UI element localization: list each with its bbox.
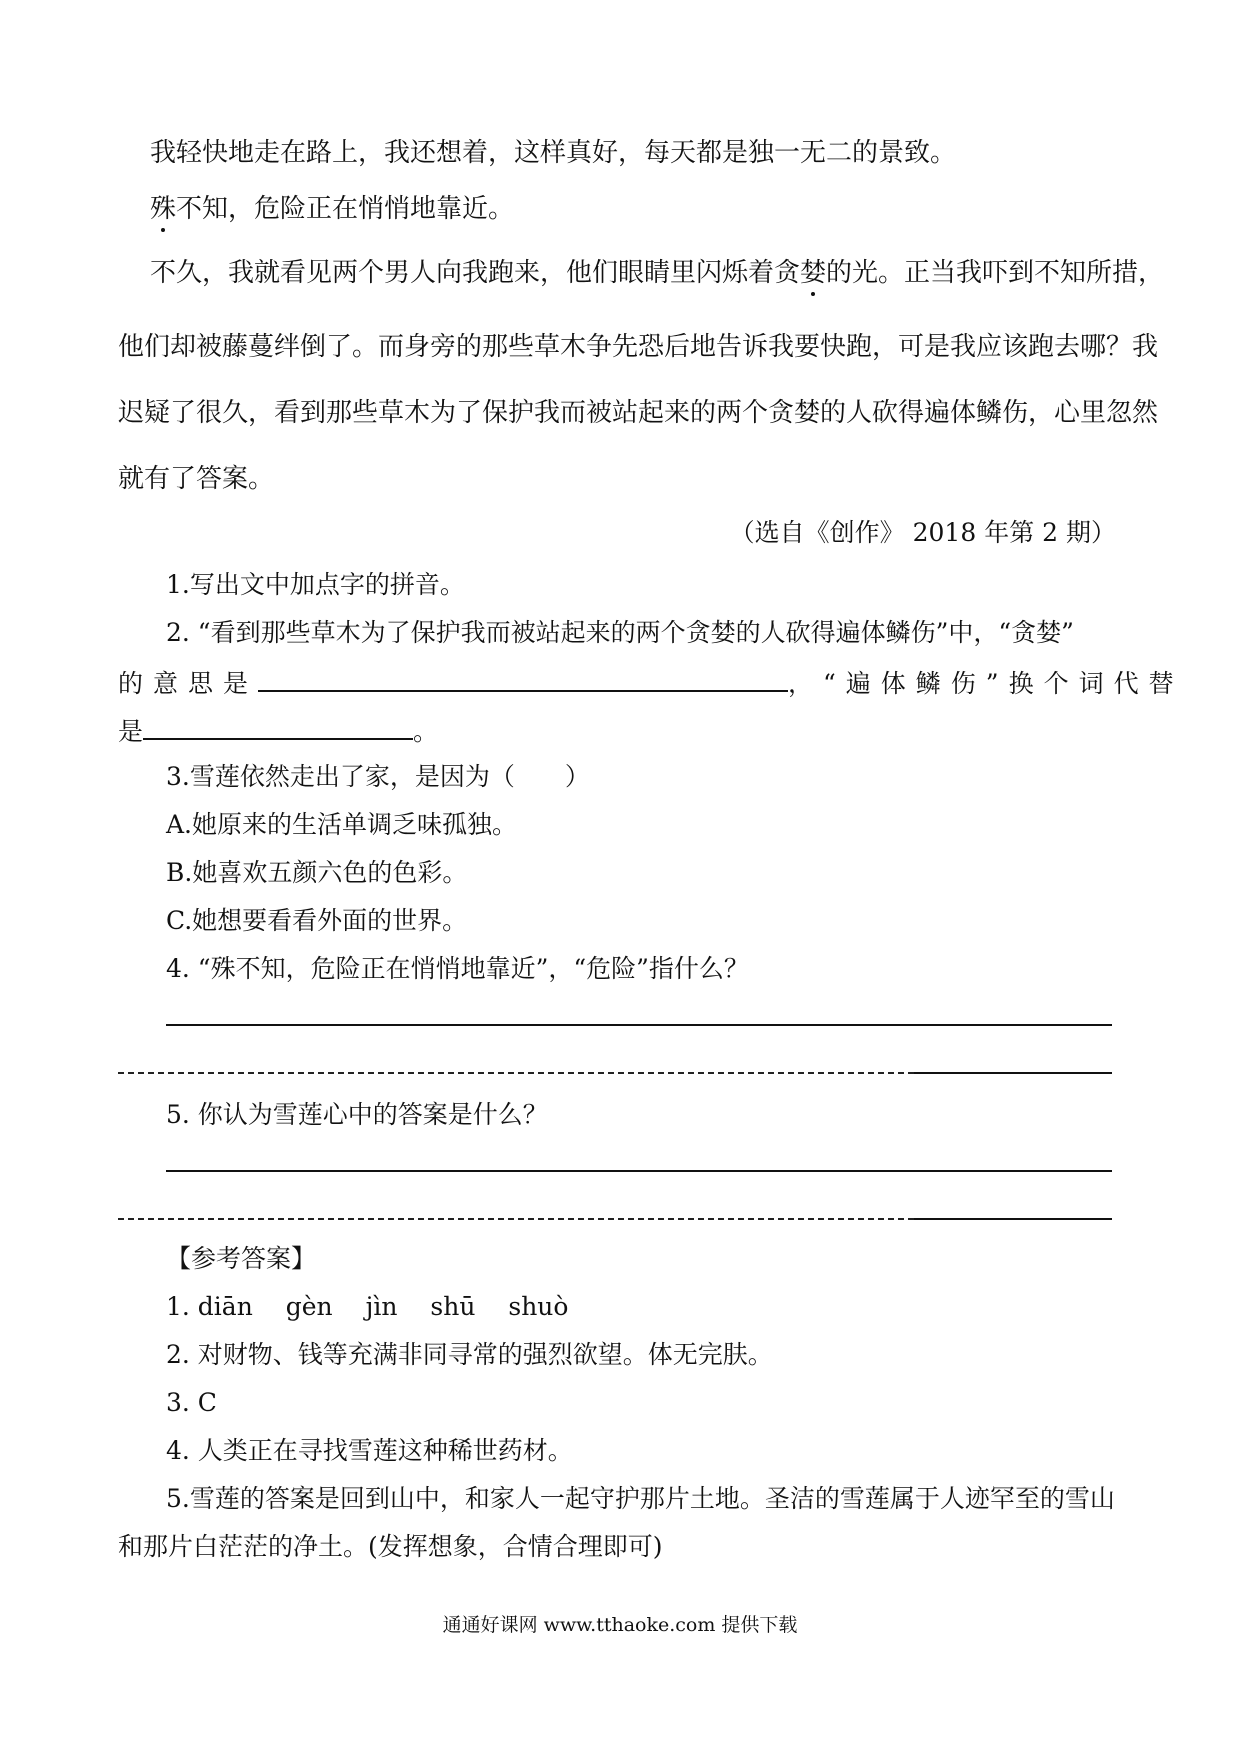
answer-line-q4-2[interactable] bbox=[914, 1072, 1112, 1074]
answer-3: 3. C bbox=[166, 1388, 217, 1417]
answer-blank-1[interactable] bbox=[258, 668, 788, 692]
dotted-character: 婪 bbox=[800, 258, 827, 288]
footer-text: 通通好课网 www.tthaoke.com 提供下载 bbox=[442, 1614, 798, 1636]
answer-line-q5-2[interactable] bbox=[914, 1218, 1112, 1220]
answer-line-q5-1[interactable] bbox=[166, 1170, 1112, 1172]
question-text: ，“遍体鳞伤”换个词代替 bbox=[788, 669, 1184, 698]
story-text: 的光。正当我吓到不知所措， bbox=[826, 258, 1165, 288]
answers-heading: 【参考答案】 bbox=[166, 1244, 317, 1273]
question-4: 4. “殊不知，危险正在悄悄地靠近”，“危险”指什么？ bbox=[166, 954, 749, 983]
story-paragraph-3-line-2: 他们却被藤蔓绊倒了。而身旁的那些草木争先恐后地告诉我要快跑，可是我应该跑去哪？我 bbox=[118, 332, 1159, 362]
story-paragraph-3-line-1 bbox=[150, 260, 1164, 286]
story-text: 不久，我就看见两个男人向我跑来，他们眼睛里闪烁着贪 bbox=[150, 258, 801, 288]
story-text: 不知，危险正在悄悄地靠近。 bbox=[176, 194, 515, 224]
dotted-character: 殊 bbox=[150, 194, 177, 224]
answer-line-q4-1[interactable] bbox=[166, 1024, 1112, 1026]
question-2-line-1: 2. “看到那些草木为了保护我而被站起来的两个贪婪的人砍得遍体鳞伤”中，“贪婪” bbox=[166, 618, 1074, 647]
question-2-line-2 bbox=[118, 668, 1184, 696]
question-3-option-c: C.她想要看看外面的世界。 bbox=[166, 906, 468, 935]
story-paragraph-3-line-3: 迟疑了很久，看到那些草木为了保护我而被站起来的两个贪婪的人砍得遍体鳞伤，心里忽然 bbox=[118, 398, 1159, 428]
answer-4: 4. 人类正在寻找雪莲这种稀世药材。 bbox=[166, 1436, 573, 1465]
answer-line-q5-2-dashed bbox=[118, 1218, 914, 1220]
question-5: 5. 你认为雪莲心中的答案是什么？ bbox=[166, 1100, 548, 1129]
question-2-line-3 bbox=[118, 716, 438, 744]
question-1: 1.写出文中加点字的拼音。 bbox=[166, 570, 465, 599]
question-3-option-b: B.她喜欢五颜六色的色彩。 bbox=[166, 858, 468, 887]
story-paragraph-3-line-4: 就有了答案。 bbox=[118, 464, 275, 494]
answer-5-line-1: 5.雪莲的答案是回到山中，和家人一起守护那片土地。圣洁的雪莲属于人迹罕至的雪山 bbox=[166, 1484, 1115, 1513]
answer-line-q4-2-dashed bbox=[118, 1072, 914, 1074]
story-paragraph-1: 我轻快地走在路上，我还想着，这样真好，每天都是独一无二的景致。 bbox=[150, 138, 957, 168]
answer-blank-2[interactable] bbox=[143, 716, 413, 740]
question-3: 3.雪莲依然走出了家，是因为（ ） bbox=[166, 762, 590, 791]
answer-1: 1. diān gèn jìn shū shuò bbox=[166, 1292, 569, 1321]
answer-2: 2. 对财物、钱等充满非同寻常的强烈欲望。体无完肤。 bbox=[166, 1340, 773, 1369]
story-paragraph-2 bbox=[150, 196, 514, 222]
answer-5-line-2: 和那片白茫茫的净土。(发挥想象，合情合理即可) bbox=[118, 1532, 663, 1561]
source-citation: （选自《创作》 2018 年第 2 期） bbox=[729, 518, 1116, 547]
question-text: 。 bbox=[413, 717, 439, 746]
question-text: 是 bbox=[118, 717, 144, 746]
question-3-option-a: A.她原来的生活单调乏味孤独。 bbox=[166, 810, 518, 839]
question-text: 的意思是 bbox=[118, 669, 259, 698]
